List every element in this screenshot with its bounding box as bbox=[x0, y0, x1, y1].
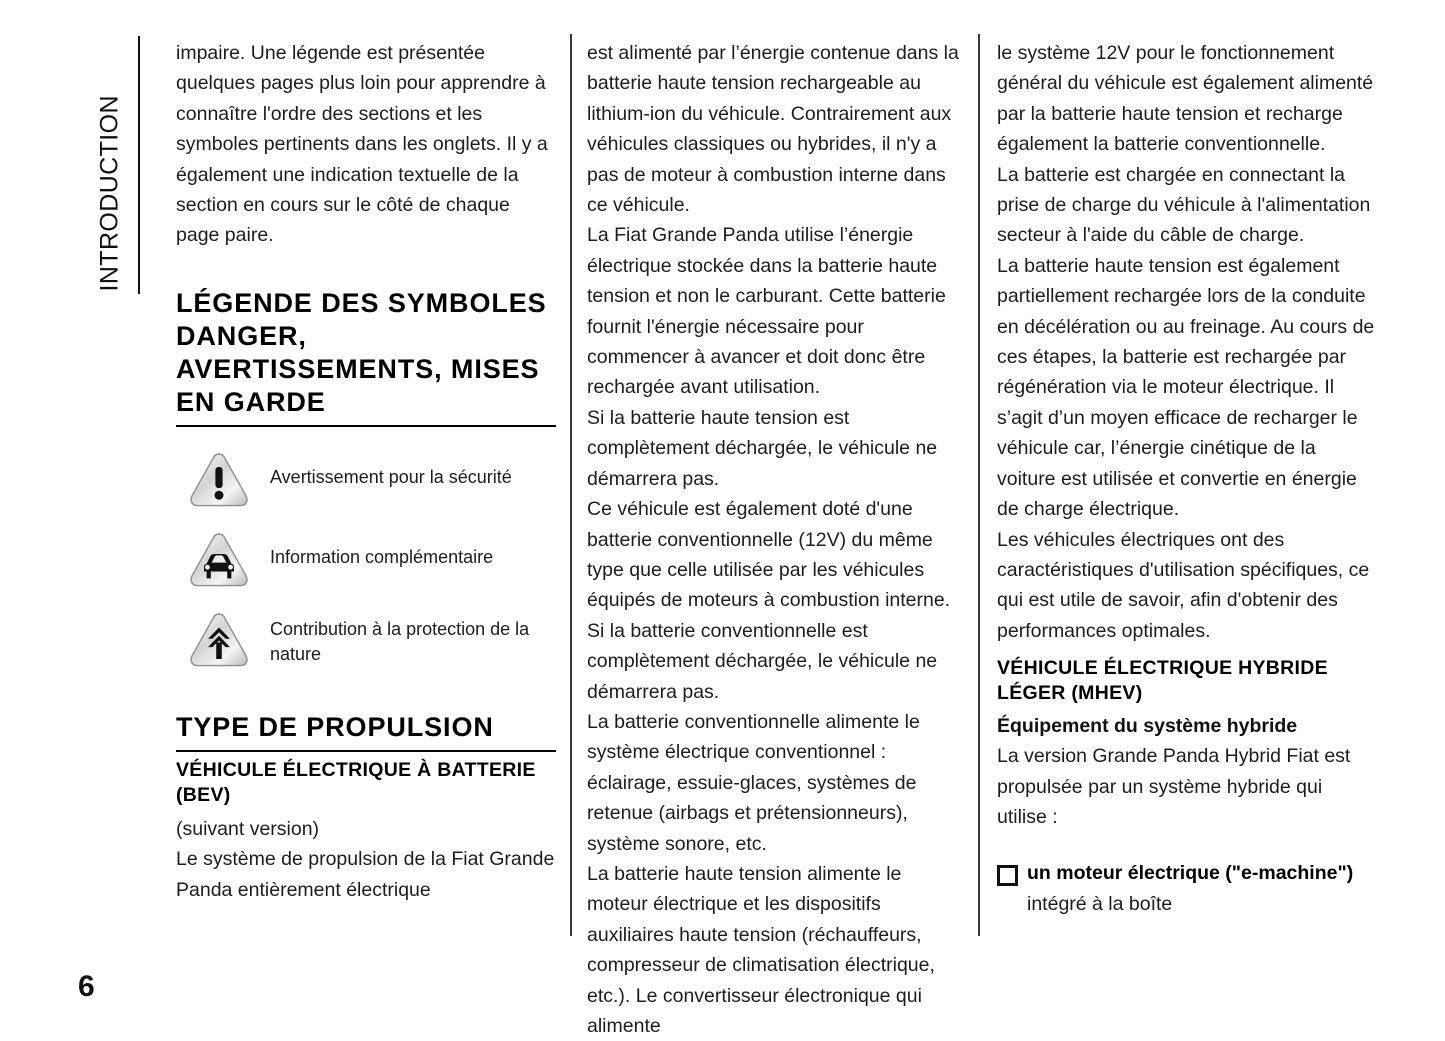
heading-rule-legend bbox=[176, 425, 556, 427]
legend-item-label: Information complémentaire bbox=[270, 546, 494, 567]
section-tab-rule bbox=[138, 36, 140, 294]
list-item-rest: intégré à la boîte bbox=[1027, 892, 1173, 915]
right-paragraph-4: Les véhicules électriques ont des caractéristiques d'utilisation spécifiques, ce qui est utile de savoir, afin d'obtenir des performances optimales. bbox=[997, 528, 1370, 642]
section-tab bbox=[78, 36, 140, 296]
intro-paragraph: impaire. Une légende est présentée quelques pages plus loin pour apprendre à connaître l'ordre des sections et les symboles pertinents dans les onglets. Il y a également une indication textuelle de la section en cours sur le côté de chaque page paire. bbox=[176, 42, 548, 247]
column-right bbox=[997, 38, 1375, 919]
legend-item bbox=[176, 609, 556, 671]
right-paragraph-2: La batterie est chargée en connectant la prise de charge du véhicule à l'alimentation secteur à l'aide du câble de charge. bbox=[997, 163, 1371, 247]
bev-paragraph: Le système de propulsion de la Fiat Grande Panda entièrement électrique bbox=[176, 848, 555, 901]
heading-legend-symbols: LÉGENDE DES SYMBOLES DANGER, AVERTISSEMENTS, MISES EN GARDE bbox=[176, 287, 547, 417]
legend-item-label: Avertissement pour la sécurité bbox=[270, 466, 512, 487]
spacer bbox=[176, 689, 556, 711]
bev-version-note: (suivant version) bbox=[176, 817, 320, 840]
middle-paragraph-6: La batterie haute tension alimente le moteur électrique et les dispositifs auxiliaires haute tension (réchauffeurs, compresseur de climatisation électrique, etc.). Le convertisseur électronique qui alimente bbox=[587, 862, 935, 1037]
list-item-bold: un moteur électrique ("e-machine") bbox=[1027, 862, 1354, 885]
right-paragraph-5: La version Grande Panda Hybrid Fiat est propulsée par un système hybride qui utilise : bbox=[997, 745, 1351, 828]
subheading-bev: VÉHICULE ÉLECTRIQUE À BATTERIE (BEV) bbox=[176, 758, 536, 806]
page-number: 6 bbox=[78, 970, 95, 1003]
list-item-text bbox=[1027, 858, 1375, 919]
middle-paragraph-5: La batterie conventionnelle alimente le système électrique conventionnel : éclairage, essuie-glaces, systèmes de retenue (airbags et prétensionneurs), système sonore, etc. bbox=[587, 710, 920, 855]
right-paragraph-3: La batterie haute tension est également partiellement rechargée lors de la conduite en décélération ou au freinage. Au cours de ces étapes, la batterie est rechargée par régénération via le moteur électrique. Il s’agit d’un moyen efficace de recharger le véhicule car, l’énergie cinétique de la voiture est utilisée et convertie en énergie de charge électrique. bbox=[997, 254, 1375, 521]
spacer bbox=[997, 646, 1375, 656]
column-middle bbox=[587, 38, 965, 1041]
column-divider-1 bbox=[570, 34, 572, 936]
right-paragraph-1: le système 12V pour le fonctionnement général du véhicule est également alimenté par la batterie haute tension et recharge également la batterie conventionnelle. bbox=[997, 42, 1374, 156]
middle-paragraph-4: Ce véhicule est également doté d'une batterie conventionnelle (12V) du même type que celle utilisée par les véhicules équipés de moteurs à combustion interne. Si la batterie conventionnelle est complètement déchargée, le véhicule ne démarrera pas. bbox=[587, 498, 951, 703]
column-left bbox=[176, 38, 556, 905]
list-item bbox=[997, 858, 1375, 919]
square-bullet-icon bbox=[997, 865, 1018, 886]
legend-item bbox=[176, 449, 556, 511]
middle-paragraph-3: Si la batterie haute tension est complètement déchargée, le véhicule ne démarrera pas. bbox=[587, 406, 938, 490]
heading-mhev: VÉHICULE ÉLECTRIQUE HYBRIDE LÉGER (MHEV) bbox=[997, 657, 1328, 705]
middle-paragraph-2: La Fiat Grande Panda utilise l’énergie électrique stockée dans la batterie haute tension et non le carburant. Cette batterie fournit l'énergie nécessaire pour commencer à avancer et doit donc être rechargée avant utilisation. bbox=[587, 224, 946, 399]
warning-triangle-car-icon bbox=[186, 529, 252, 591]
warning-triangle-nature-icon bbox=[186, 609, 252, 671]
subheading-hybrid-equipment: Équipement du système hybride bbox=[997, 715, 1298, 738]
legend-item bbox=[176, 529, 556, 591]
middle-paragraph-1: est alimenté par l’énergie contenue dans la batterie haute tension rechargeable au lithium-ion du véhicule. Contrairement aux véhicules classiques ou hybrides, il n'y a pas de moteur à combustion interne dans ce véhicule. bbox=[587, 42, 959, 217]
warning-triangle-exclamation-icon bbox=[186, 449, 252, 511]
section-tab-label: INTRODUCTION bbox=[95, 95, 124, 292]
column-divider-2 bbox=[978, 34, 980, 936]
legend-item-label: Contribution à la protection de la nature bbox=[270, 618, 530, 664]
heading-propulsion-type: TYPE DE PROPULSION bbox=[176, 711, 494, 742]
symbol-legend-list bbox=[176, 449, 556, 671]
spacer bbox=[176, 251, 556, 287]
